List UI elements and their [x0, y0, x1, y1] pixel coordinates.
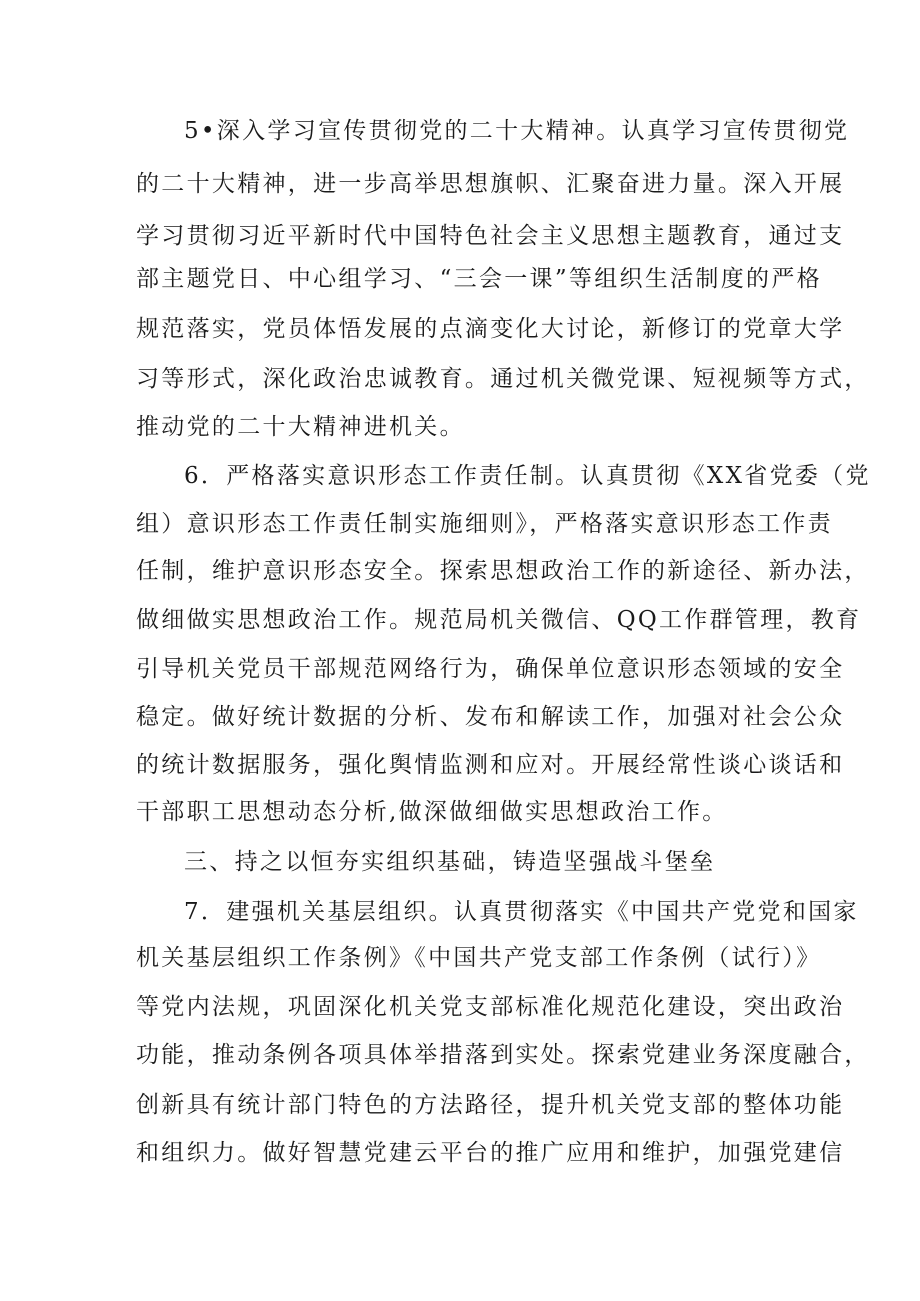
text-line: 机关基层组织工作条例》《中国共产党支部工作条例（试行）》: [136, 945, 822, 971]
text-line: 5•深入学习宣传贯彻党的二十大精神。认真学习宣传贯彻党: [184, 118, 850, 144]
text-line: 7．建强机关基层组织。认真贯彻落实《中国共产党党和国家: [184, 899, 859, 925]
text-line: 组）意识形态工作责任制实施细则》，严格落实意识形态工作责: [136, 511, 833, 537]
text-line: 学习贯彻习近平新时代中国特色社会主义思想主题教育，通过支: [136, 223, 845, 249]
text-line: 引导机关党员干部规范网络行为，确保单位意识形态领域的安全: [136, 656, 845, 682]
text-line: 规范落实，党员体悟发展的点滴变化大讨论，新修订的党章大学: [136, 316, 845, 342]
text-line: 的统计数据服务，强化舆情监测和应对。开展经常性谈心谈话和: [136, 752, 845, 778]
text-line: 推动党的二十大精神进机关。: [136, 414, 465, 440]
text-line: 创新具有统计部门特色的方法路径，提升机关党支部的整体功能: [136, 1092, 845, 1118]
text-line: 干部职工思想动态分析,做深做细做实思想政治工作。: [136, 799, 728, 825]
text-line: 等党内法规，巩固深化机关党支部标准化规范化建设，突出政治: [136, 994, 845, 1020]
text-line: 部主题党日、中心组学习、“三会一课”等组织生活制度的严格: [136, 266, 822, 292]
text-line: 稳定。做好统计数据的分析、发布和解读工作，加强对社会公众: [136, 704, 845, 730]
text-line: 功能，推动条例各项具体举措落到实处。探索党建业务深度融合，: [136, 1042, 870, 1068]
text-line: 做细做实思想政治工作。规范局机关微信、QQ工作群管理，教育: [136, 607, 862, 633]
text-line: 和组织力。做好智慧党建云平台的推广应用和维护，加强党建信: [136, 1140, 845, 1166]
text-line: 习等形式，深化政治忠诚教育。通过机关微党课、短视频等方式，: [136, 366, 870, 392]
text-line: 任制，维护意识形态安全。探索思想政治工作的新途径、新办法，: [136, 558, 870, 584]
section-heading: 三、持之以恒夯实组织基础，铸造坚强战斗堡垒: [184, 849, 716, 875]
text-line: 6．严格落实意识形态工作责任制。认真贯彻《XX省党委（党: [184, 463, 871, 489]
text-line: 的二十大精神，进一步高举思想旗帜、汇聚奋进力量。深入开展: [136, 171, 845, 197]
